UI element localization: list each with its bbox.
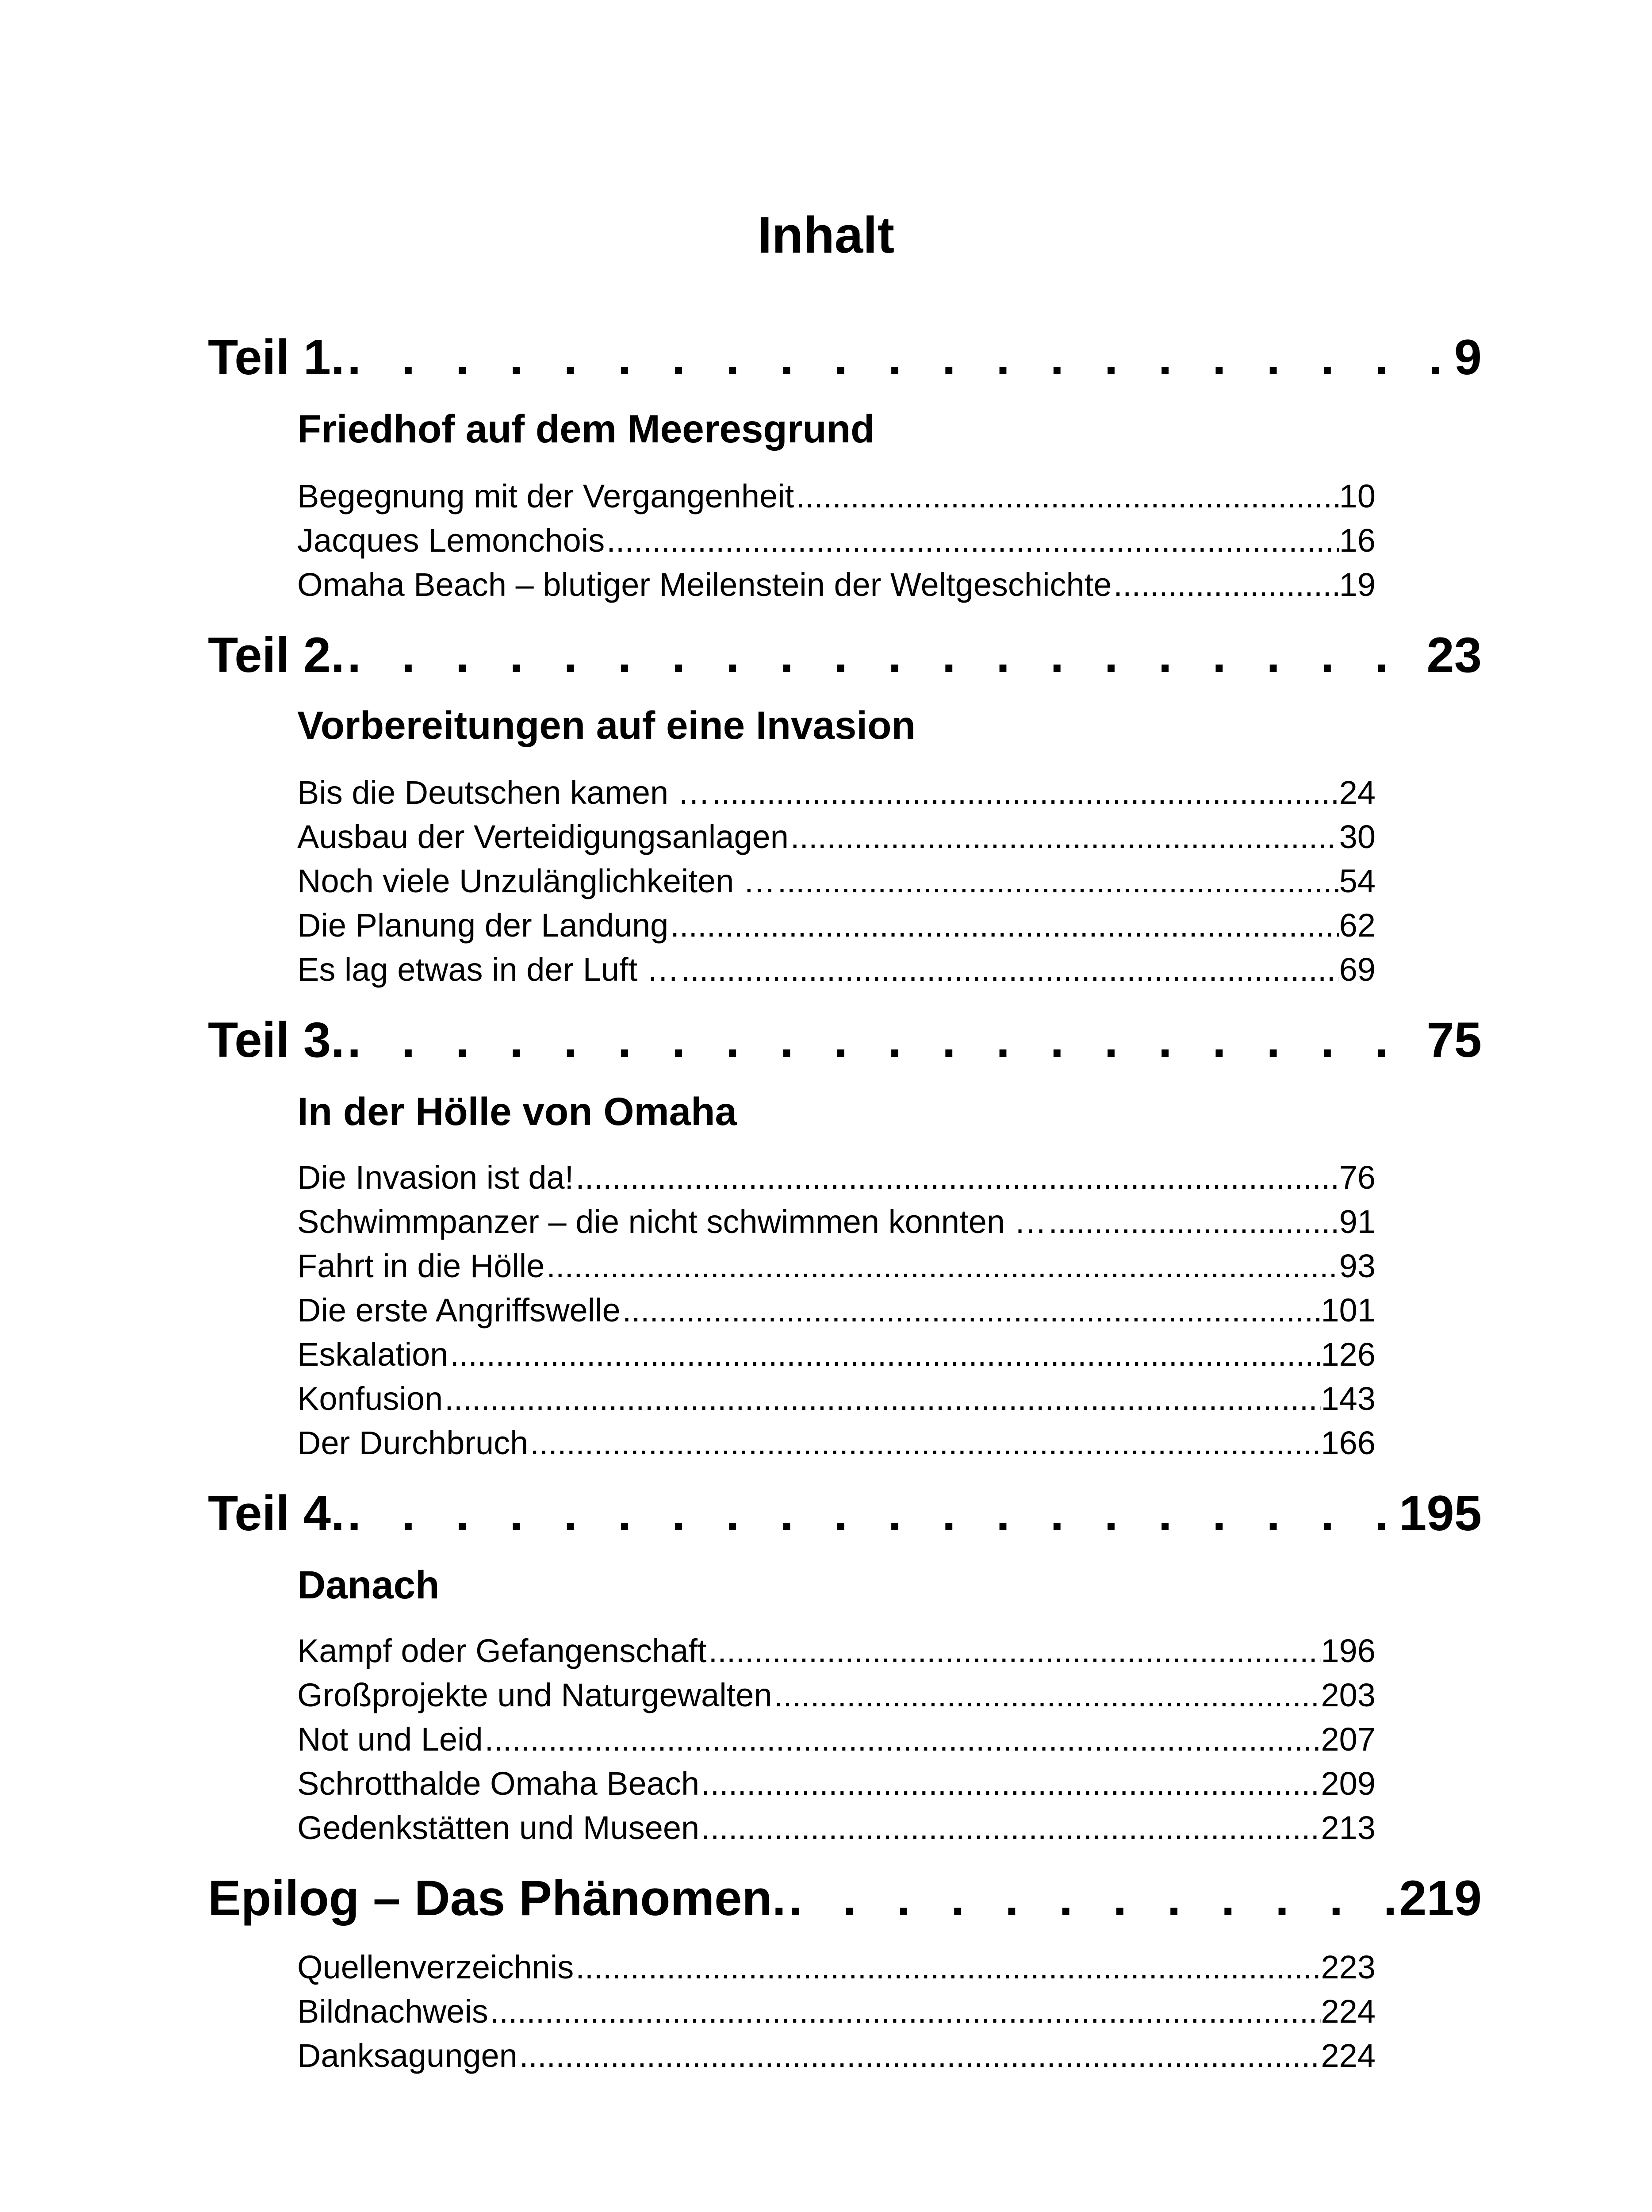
toc-entry[interactable] — [297, 1632, 1376, 1669]
dot-leader — [544, 1250, 1339, 1283]
dot-leader — [794, 480, 1339, 513]
dot-leader — [443, 1382, 1321, 1415]
toc-entry[interactable] — [297, 568, 1376, 601]
entry-page-number: 69 — [1339, 951, 1376, 988]
part-subtitle: Friedhof auf dem Meeresgrund — [297, 407, 875, 451]
entry-title: Jacques Lemonchois — [297, 522, 605, 559]
toc-entry[interactable] — [297, 1809, 1376, 1846]
entry-page-number: 76 — [1339, 1159, 1376, 1196]
part-subtitle: Vorbereitungen auf eine Invasion — [297, 703, 916, 747]
entry-title: Großprojekte und Naturgewalten — [297, 1677, 772, 1713]
entry-title: Quellenverzeichnis — [297, 1949, 574, 1985]
entry-page-number: 224 — [1321, 2037, 1376, 2074]
dot-leader — [574, 1951, 1321, 1984]
entry-title: Noch viele Unzulänglichkeiten … — [297, 863, 776, 899]
dot-leader — [668, 909, 1339, 942]
entry-title: Danksagungen — [297, 2037, 517, 2074]
dot-leader — [1112, 568, 1339, 601]
dot-leader — [772, 1679, 1321, 1712]
dot-leader — [710, 776, 1339, 809]
part-label: Teil 1. — [208, 330, 345, 385]
entry-page-number: 10 — [1339, 478, 1376, 515]
toc-entry[interactable] — [297, 524, 1376, 557]
entry-page-number: 166 — [1321, 1425, 1376, 1461]
entry-page-number: 19 — [1339, 566, 1376, 603]
entry-title: Der Durchbruch — [297, 1425, 529, 1461]
entry-title: Die Planung der Landung — [297, 907, 669, 944]
part-page-number: 219 — [1399, 1870, 1482, 1926]
entry-title: Schwimmpanzer – die nicht schwimmen konnten … — [297, 1203, 1047, 1240]
dot-leader — [707, 1635, 1321, 1667]
dot-leader — [528, 1427, 1321, 1459]
toc-entry[interactable] — [297, 2039, 1376, 2072]
dot-leader — [448, 1338, 1321, 1371]
toc-entry[interactable] — [297, 1338, 1376, 1371]
page-title: Inhalt — [757, 206, 895, 264]
toc-entry[interactable] — [297, 1294, 1376, 1327]
dot-leader — [1046, 1206, 1339, 1238]
dot-leader — [574, 1161, 1339, 1194]
part-subtitle: In der Hölle von Omaha — [297, 1089, 737, 1133]
dot-leader — [789, 821, 1339, 853]
entry-page-number: 126 — [1321, 1336, 1376, 1373]
toc-entry[interactable] — [297, 1679, 1376, 1712]
dot-leader — [605, 524, 1339, 557]
dot-leader — [786, 1874, 1395, 1923]
entry-title: Konfusion — [297, 1380, 443, 1417]
part-page-number: 75 — [1426, 1012, 1482, 1068]
entry-page-number: 207 — [1321, 1721, 1376, 1758]
entry-page-number: 101 — [1321, 1292, 1376, 1329]
part-page-number: 23 — [1426, 627, 1482, 683]
toc-entry[interactable] — [297, 1161, 1376, 1194]
entry-title: Schrotthalde Omaha Beach — [297, 1765, 700, 1802]
toc-entry[interactable] — [297, 1951, 1376, 1984]
entry-title: Not und Leid — [297, 1721, 483, 1758]
toc-entry[interactable] — [297, 865, 1376, 898]
dot-leader — [699, 1767, 1321, 1800]
toc-entry[interactable] — [297, 1723, 1376, 1756]
toc-entry[interactable] — [297, 1203, 1376, 1240]
part-label: Teil 3. — [208, 1012, 345, 1068]
entry-title: Es lag etwas in der Luft … — [297, 951, 679, 988]
entry-title: Die Invasion ist da! — [297, 1159, 574, 1196]
dot-leader — [345, 630, 1422, 680]
entry-page-number: 30 — [1339, 818, 1376, 855]
toc-entry[interactable] — [297, 1767, 1376, 1800]
part-label: Teil 4. — [208, 1486, 345, 1541]
toc-part-4[interactable] — [208, 1486, 1482, 1541]
part-subtitle: Danach — [297, 1563, 440, 1607]
toc-entry[interactable] — [297, 480, 1376, 513]
dot-leader — [517, 2039, 1321, 2072]
toc-part-2[interactable] — [208, 627, 1482, 683]
entry-page-number: 223 — [1321, 1949, 1376, 1985]
entry-page-number: 91 — [1339, 1203, 1376, 1240]
entry-page-number: 24 — [1339, 774, 1376, 811]
entry-title: Omaha Beach – blutiger Meilenstein der Weltgeschichte — [297, 566, 1112, 603]
toc-part-3[interactable] — [208, 1012, 1482, 1068]
entry-page-number: 143 — [1321, 1380, 1376, 1417]
entry-title: Die erste Angriffswelle — [297, 1292, 621, 1329]
entry-title: Bildnachweis — [297, 1993, 488, 2030]
entry-title: Gedenkstätten und Museen — [297, 1809, 700, 1846]
part-page-number: 9 — [1454, 330, 1482, 385]
entry-page-number: 54 — [1339, 863, 1376, 899]
entry-title: Fahrt in die Hölle — [297, 1248, 545, 1284]
entry-title: Ausbau der Verteidigungsanlagen — [297, 818, 789, 855]
entry-title: Bis die Deutschen kamen … — [297, 774, 710, 811]
toc-entry[interactable] — [297, 1250, 1376, 1283]
dot-leader — [345, 1489, 1395, 1538]
entry-page-number: 62 — [1339, 907, 1376, 944]
entry-page-number: 224 — [1321, 1993, 1376, 2030]
toc-entry[interactable] — [297, 1427, 1376, 1459]
toc-entry[interactable] — [297, 1995, 1376, 2028]
toc-entry[interactable] — [297, 776, 1376, 809]
dot-leader — [679, 953, 1339, 986]
dot-leader — [699, 1812, 1321, 1844]
dot-leader — [488, 1995, 1321, 2028]
toc-entry[interactable] — [297, 1382, 1376, 1415]
entry-page-number: 213 — [1321, 1809, 1376, 1846]
dot-leader — [345, 333, 1450, 382]
entry-title: Begegnung mit der Vergangenheit — [297, 478, 794, 515]
entry-title: Eskalation — [297, 1336, 448, 1373]
toc-entry[interactable] — [297, 818, 1376, 855]
toc-part-1[interactable] — [208, 330, 1482, 385]
dot-leader — [621, 1294, 1321, 1327]
toc-part-epilog[interactable] — [208, 1870, 1482, 1926]
dot-leader — [776, 865, 1339, 898]
toc-entry[interactable] — [297, 953, 1376, 986]
entry-page-number: 209 — [1321, 1765, 1376, 1802]
entry-page-number: 16 — [1339, 522, 1376, 559]
entry-page-number: 203 — [1321, 1677, 1376, 1713]
entry-page-number: 93 — [1339, 1248, 1376, 1284]
toc-entry[interactable] — [297, 909, 1376, 942]
dot-leader — [483, 1723, 1321, 1756]
part-label: Teil 2. — [208, 627, 345, 683]
part-page-number: 195 — [1399, 1486, 1482, 1541]
dot-leader — [345, 1015, 1422, 1065]
entry-page-number: 196 — [1321, 1632, 1376, 1669]
entry-title: Kampf oder Gefangenschaft — [297, 1632, 707, 1669]
part-label: Epilog – Das Phänomen. — [208, 1870, 786, 1926]
